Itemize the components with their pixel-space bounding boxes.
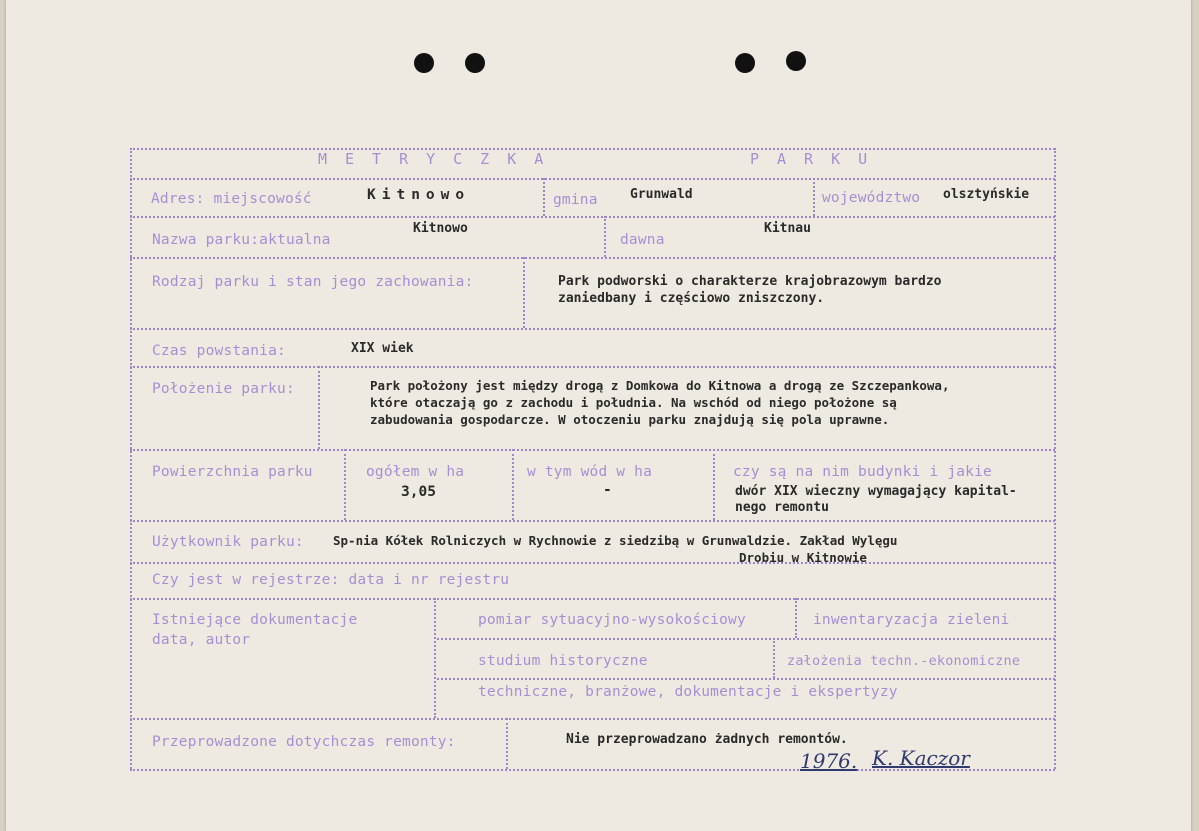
form-rule	[813, 178, 815, 216]
address-label: Adres: miejscowość	[151, 191, 312, 207]
form-rule	[795, 598, 797, 638]
form-rule	[434, 598, 436, 718]
user-label: Użytkownik parku:	[152, 534, 304, 550]
area-label: Powierzchnia parku	[152, 464, 313, 480]
user-line-1: Sp-nia Kółek Rolniczych w Rychnowie z siedzibą w Grunwaldzie. Zakład Wylęgu	[333, 533, 898, 548]
form-rule	[130, 148, 1055, 150]
form-rule	[130, 562, 1055, 564]
park-type-line-1: Park podworski o charakterze krajobrazowym bardzo	[558, 274, 942, 289]
form-title-metryczka: METRYCZKA	[318, 150, 562, 168]
form-rule	[437, 678, 1055, 680]
form-rule	[130, 178, 1055, 180]
doc-item-historical: studium historyczne	[478, 653, 648, 669]
doc-item-survey: pomiar sytuacyjno-wysokościowy	[478, 612, 746, 628]
park-name-current: Kitnowo	[413, 221, 468, 236]
location-line-3: zabudowania gospodarcze. W otoczeniu parku znajdują się pola uprawne.	[370, 412, 890, 427]
form-rule	[130, 257, 1055, 259]
gmina-value: Grunwald	[630, 187, 693, 202]
form-rule	[130, 148, 132, 769]
form-rule	[713, 449, 715, 520]
form-rule	[130, 718, 1055, 720]
doc-item-technical: techniczne, branżowe, dokumentacje i ekspertyzy	[478, 684, 898, 700]
buildings-line-1: dwór XIX wieczny wymagający kapital-	[735, 484, 1017, 499]
gmina-label: gmina	[553, 192, 598, 208]
area-water-label: w tym wód w ha	[527, 464, 653, 480]
documentation-label-line-1: Istniejące dokumentacje	[152, 612, 358, 628]
form-rule	[523, 257, 525, 328]
form-rule	[130, 216, 1055, 218]
buildings-line-2: nego remontu	[735, 500, 829, 515]
form-rule	[437, 638, 1055, 640]
form-rule	[130, 328, 1055, 330]
form-rule	[344, 449, 346, 520]
form-rule	[130, 449, 1055, 451]
location-line-1: Park położony jest między drogą z Domkowa do Kitnowa a drogą ze Szczepankowa,	[370, 378, 950, 393]
origin-label: Czas powstania:	[152, 343, 286, 359]
form-rule	[318, 366, 320, 449]
form-rule	[130, 520, 1055, 522]
signature-year: 1976.	[800, 749, 858, 773]
form-rule	[1054, 148, 1056, 769]
documentation-label-line-2: data, autor	[152, 632, 251, 648]
voivodeship-value: olsztyńskie	[943, 187, 1030, 202]
form-rule	[506, 718, 508, 769]
punch-hole	[735, 53, 755, 73]
punch-hole	[414, 53, 434, 73]
voivodeship-label: województwo	[822, 190, 921, 206]
punch-hole	[786, 51, 806, 71]
form-rule	[543, 178, 545, 216]
origin-value: XIX wiek	[351, 341, 414, 356]
park-type-label: Rodzaj parku i stan jego zachowania:	[152, 274, 474, 290]
location-line-2: które otaczają go z zachodu i południa. Na wschód od niego położone są	[370, 395, 897, 410]
area-water-value: -	[603, 482, 612, 498]
location-label: Położenie parku:	[152, 381, 295, 397]
form-rule	[512, 449, 514, 520]
form-title-parku: PARKU	[750, 150, 886, 168]
form-rule	[130, 598, 1055, 600]
form-rule	[130, 366, 1055, 368]
form-rule	[604, 216, 606, 257]
form-rule	[773, 638, 775, 678]
doc-item-greenery: inwentaryzacja zieleni	[813, 612, 1010, 628]
area-total-value: 3,05	[401, 484, 436, 500]
park-name-former: Kitnau	[764, 221, 811, 236]
buildings-label: czy są na nim budynki i jakie	[733, 464, 992, 480]
user-line-2: Drobiu w Kitnowie	[739, 550, 867, 565]
register-label: Czy jest w rejestrze: data i nr rejestru	[152, 572, 510, 588]
town-value: Kitnowo	[367, 187, 471, 203]
repairs-label: Przeprowadzone dotychczas remonty:	[152, 734, 456, 750]
park-name-former-label: dawna	[620, 232, 665, 248]
park-type-line-2: zaniedbany i częściowo zniszczony.	[558, 291, 825, 306]
area-total-label: ogółem w ha	[366, 464, 465, 480]
repairs-value: Nie przeprowadzano żadnych remontów.	[566, 732, 848, 747]
park-name-label: Nazwa parku:aktualna	[152, 232, 331, 248]
doc-item-tech-econ: założenia techn.-ekonomiczne	[787, 653, 1021, 669]
punch-hole	[465, 53, 485, 73]
signature-name: K. Kaczor	[872, 746, 970, 770]
